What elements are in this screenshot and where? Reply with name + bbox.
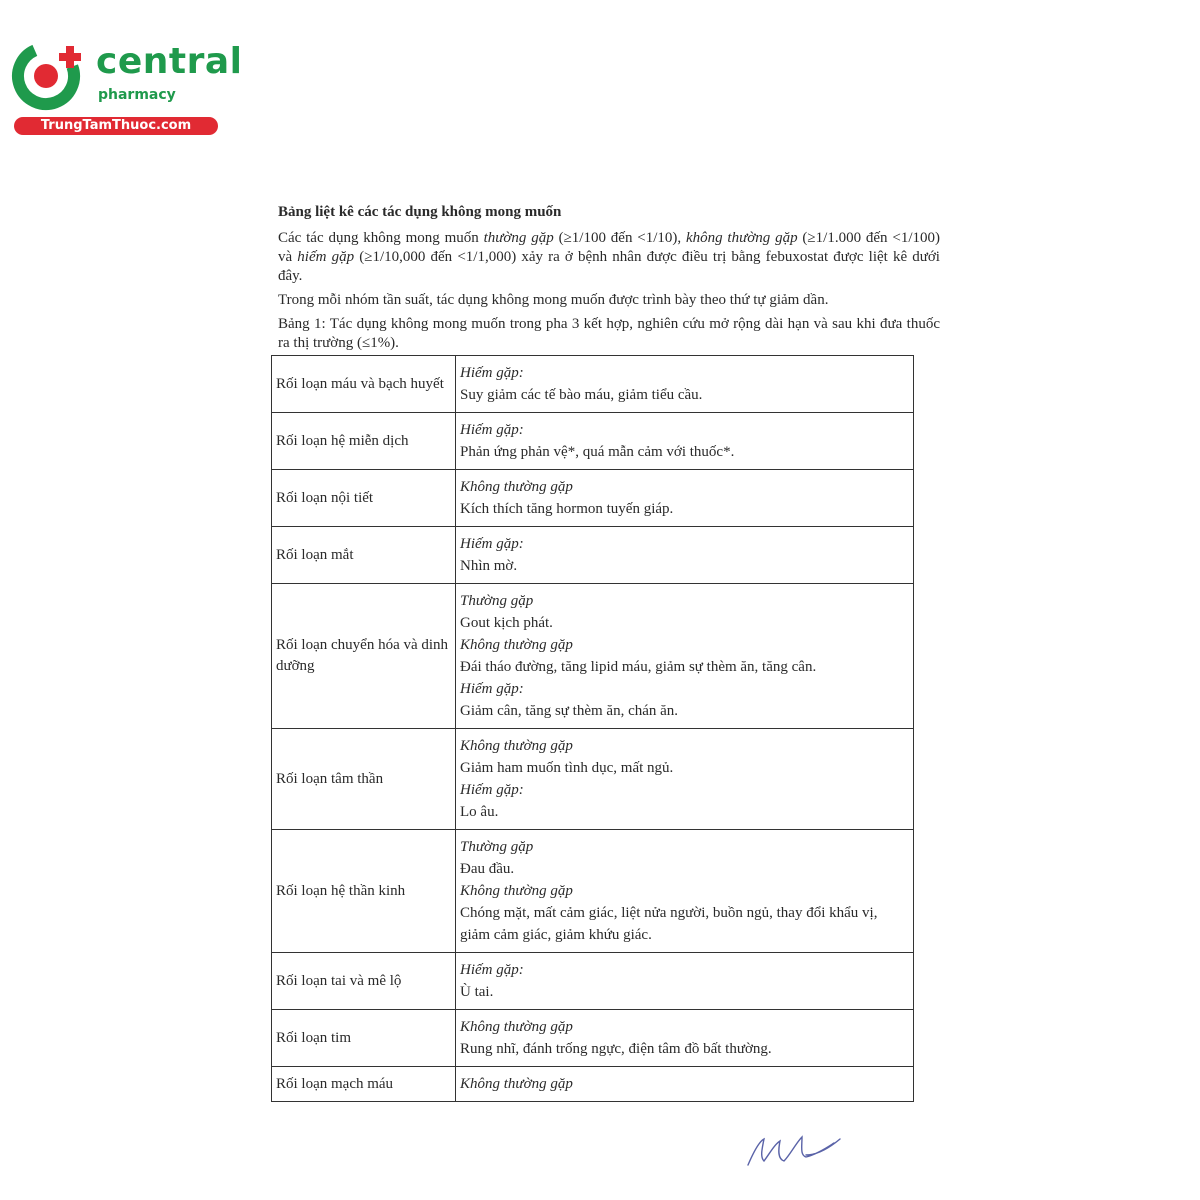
effects-text: Giảm cân, tăng sự thèm ăn, chán ăn. (460, 703, 679, 719)
frequency-label: Thường gặp (460, 839, 534, 855)
frequency-label: Không thường gặp (460, 479, 573, 495)
table-row (272, 830, 914, 953)
effects-cell (456, 527, 914, 584)
section-heading: Bảng liệt kê các tác dụng không mong muốn (278, 204, 562, 220)
effects-cell (456, 470, 914, 527)
frequency-label: Hiếm gặp: (460, 681, 524, 697)
effects-cell (456, 729, 914, 830)
table-row (272, 413, 914, 470)
frequency-label: Thường gặp (460, 593, 534, 609)
document-body (278, 202, 940, 353)
brand-name: central (96, 41, 243, 82)
frequency-label: Không thường gặp (460, 738, 573, 754)
table-row (272, 470, 914, 527)
handwritten-signature (740, 1125, 850, 1175)
organ-class-cell: Rối loạn máu và bạch huyết (272, 356, 456, 413)
table-row (272, 356, 914, 413)
effects-text: Giảm ham muốn tình dục, mất ngủ. (460, 760, 674, 776)
table-caption: Bảng 1: Tác dụng không mong muốn trong pha 3 kết hợp, nghiên cứu mở rộng dài hạn và sau khi đưa thuốc ra thị trường (≤1%). (278, 316, 940, 351)
effects-cell (456, 953, 914, 1010)
effects-text: Phản ứng phản vệ*, quá mẫn cảm với thuốc*. (460, 444, 735, 460)
table-row (272, 1010, 914, 1067)
effects-text: Ù tai. (460, 984, 494, 1000)
effects-cell (456, 1010, 914, 1067)
effects-text: Đau đầu. (460, 861, 515, 877)
effects-text: Kích thích tăng hormon tuyến giáp. (460, 501, 674, 517)
table-row (272, 953, 914, 1010)
effects-text: Nhìn mờ. (460, 558, 518, 574)
organ-class-cell: Rối loạn mạch máu (272, 1067, 456, 1102)
effects-cell (456, 413, 914, 470)
effects-text: Lo âu. (460, 804, 499, 820)
organ-class-cell: Rối loạn hệ miễn dịch (272, 413, 456, 470)
organ-class-cell: Rối loạn mắt (272, 527, 456, 584)
organ-class-cell: Rối loạn chuyển hóa và dinh dưỡng (272, 584, 456, 729)
order-paragraph: Trong mỗi nhóm tần suất, tác dụng không mong muốn được trình bày theo thứ tự giảm dần. (278, 292, 829, 308)
frequency-label: Hiếm gặp: (460, 962, 524, 978)
brand-url-badge[interactable]: TrungTamThuoc.com (14, 117, 218, 135)
effects-cell (456, 830, 914, 953)
table-row (272, 527, 914, 584)
effects-text: Đái tháo đường, tăng lipid máu, giảm sự thèm ăn, tăng cân. (460, 659, 817, 675)
frequency-label: Không thường gặp (460, 1019, 573, 1035)
frequency-label: Hiếm gặp: (460, 536, 524, 552)
effects-text: Gout kịch phát. (460, 615, 553, 631)
central-pharmacy-logo-icon (10, 38, 90, 113)
organ-class-cell: Rối loạn hệ thần kinh (272, 830, 456, 953)
frequency-label: Hiếm gặp: (460, 782, 524, 798)
table-row (272, 1067, 914, 1102)
table-row (272, 584, 914, 729)
adverse-effects-table (271, 355, 914, 1102)
frequency-label: Không thường gặp (460, 637, 573, 653)
effects-cell (456, 1067, 914, 1102)
effects-cell (456, 584, 914, 729)
effects-text: Rung nhĩ, đánh trống ngực, điện tâm đồ bất thường. (460, 1041, 772, 1057)
frequency-label: Hiếm gặp: (460, 365, 524, 381)
frequency-label: Không thường gặp (460, 883, 573, 899)
table-row (272, 729, 914, 830)
effects-cell (456, 356, 914, 413)
organ-class-cell: Rối loạn tim (272, 1010, 456, 1067)
frequency-label: Không thường gặp (460, 1076, 573, 1092)
brand-subtitle: pharmacy (98, 87, 176, 103)
frequency-label: Hiếm gặp: (460, 422, 524, 438)
organ-class-cell: Rối loạn tâm thần (272, 729, 456, 830)
organ-class-cell: Rối loạn nội tiết (272, 470, 456, 527)
organ-class-cell: Rối loạn tai và mê lộ (272, 953, 456, 1010)
brand-logo (10, 38, 243, 138)
intro-paragraph: Các tác dụng không mong muốn thường gặp (≥1/100 đến <1/10), không thường gặp (≥1/1.000 đến <1/100) và hiếm gặp (≥1/10,000 đến <1/1,000) xảy ra ở bệnh nhân được điều trị bằng febuxostat được liệt kê dưới đây. (278, 230, 940, 284)
effects-text: Suy giảm các tế bào máu, giảm tiểu cầu. (460, 387, 703, 403)
effects-text: Chóng mặt, mất cảm giác, liệt nửa người, buồn ngủ, thay đổi khẩu vị, giảm cảm giác, giảm khứu giác. (460, 905, 878, 943)
